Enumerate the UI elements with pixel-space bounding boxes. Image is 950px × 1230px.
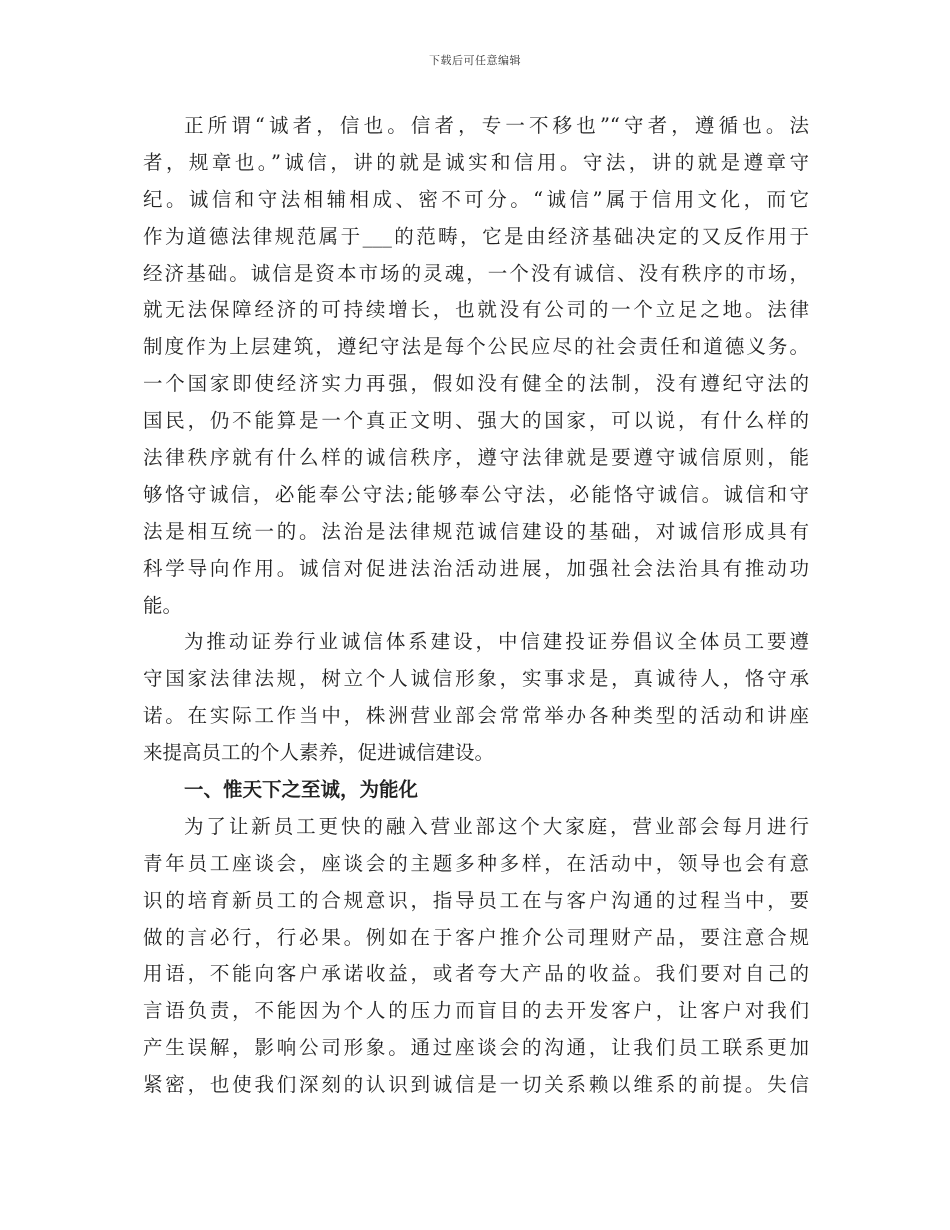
text-line: 为推动证券行业诚信体系建设，中信建投证券倡议全体员工要遵 [184,630,809,654]
text-line: 青年员工座谈会，座谈会的主题多种多样，在活动中，领导也会有意 [143,851,809,875]
text-line: 紧密，也使我们深刻的认识到诚信是一切关系赖以维系的前提。失信 [143,1073,809,1097]
text-line: 纪。诚信和守法相辅相成、密不可分。“诚信”属于信用文化，而它 [143,187,809,211]
text-line: 一个国家即使经济实力再强，假如没有健全的法制，没有遵纪守法的 [143,372,809,396]
text-line: 识的培育新员工的合规意识，指导员工在与客户沟通的过程当中，要 [143,888,809,912]
text-line: 够恪守诚信，必能奉公守法;能够奉公守法，必能恪守诚信。诚信和守 [143,482,809,506]
text-line: 者，规章也。”诚信，讲的就是诚实和信用。守法，讲的就是遵章守 [143,150,809,174]
text-line: 法律秩序就有什么样的诚信秩序，遵守法律就是要遵守诚信原则，能 [143,446,809,470]
text-line: 就无法保障经济的可持续增长，也就没有公司的一个立足之地。法律 [143,298,809,322]
text-line: 产生误解，影响公司形象。通过座谈会的沟通，让我们员工联系更加 [143,1036,809,1060]
paragraph [143,624,809,772]
text-line: 国民，仍不能算是一个真正文明、强大的国家，可以说，有什么样的 [143,409,809,433]
text-line: 来提高员工的个人素养，促进诚信建设。 [143,741,495,765]
section-heading [143,772,809,809]
text-line: 制度作为上层建筑，遵纪守法是每个公民应尽的社会责任和道德义务。 [143,335,809,359]
text-line: 正所谓“诚者，信也。信者，专一不移也”“守者，遵循也。法 [184,114,809,137]
text-line: 言语负责，不能因为个人的压力而盲目的去开发客户，让客户对我们 [143,999,809,1023]
heading-text: 一、惟天下之至诚，为能化 [184,778,419,802]
text-line: 做的言必行，行必果。例如在于客户推介公司理财产品，要注意合规 [143,925,809,949]
text-line: 能。 [143,593,183,617]
text-line: 诺。在实际工作当中，株洲营业部会常常举办各种类型的活动和讲座 [143,704,809,728]
text-line: 守国家法律法规，树立个人诚信形象，实事求是，真诚待人，恪守承 [143,667,809,691]
text-line: 用语，不能向客户承诺收益，或者夸大产品的收益。我们要对自己的 [143,962,809,986]
text-line: 为了让新员工更快的融入营业部这个大家庭，营业部会每月进行 [184,814,809,838]
paragraph [143,108,809,624]
document-body [143,108,809,1104]
text-line: 法是相互统一的。法治是法律规范诚信建设的基础，对诚信形成具有 [143,519,809,543]
text-line: 作为道德法律规范属于___的范畴，它是由经济基础决定的又反作用于 [143,224,809,248]
paragraph [143,809,809,1104]
page-header: 下载后可任意编辑 [429,54,521,67]
text-line: 经济基础。诚信是资本市场的灵魂，一个没有诚信、没有秩序的市场， [143,261,809,285]
text-line: 科学导向作用。诚信对促进法治活动进展，加强社会法治具有推动功 [143,556,809,580]
